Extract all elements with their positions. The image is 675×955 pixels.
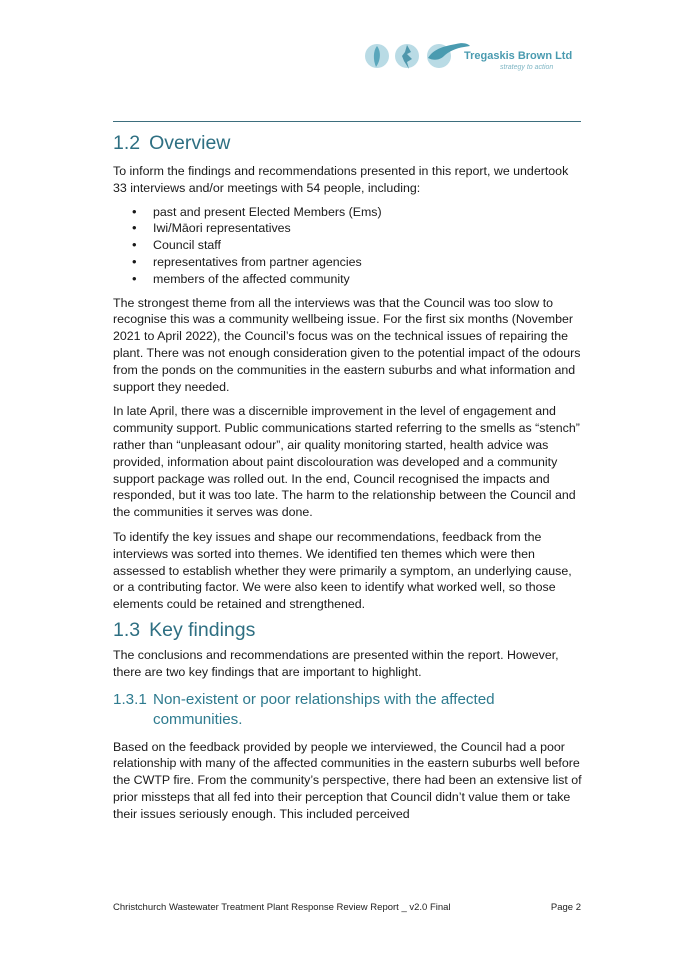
section-number: 1.3 — [113, 618, 141, 641]
list-item: • Council staff — [113, 237, 583, 254]
list-item: • members of the affected community — [113, 271, 583, 288]
list-item: • representatives from partner agencies — [113, 254, 583, 271]
header-divider — [113, 121, 581, 122]
relationships-paragraph: Based on the feedback provided by people we interviewed, the Council had a poor relationship with many of the affected communities in the eastern suburbs well before the CWTP fire. From the community’s perspective, there had been an extensive list of prior missteps that all fed into their perception that Council didn’t value them or take their issues seriously enough. This included perceived — [113, 739, 582, 821]
overview-paragraph: To identify the key issues and shape our recommendations, feedback from the interviews was sorted into themes. We identified ten themes which were then assessed to establish whether they were primarily a symptom, an underlying cause, or a contributing factor. We were also keen to identify what worked well, so those elements could be retained and strengthened. — [113, 529, 572, 612]
key-findings-intro: The conclusions and recommendations are presented within the report. However, there are two key findings that are important to highlight. — [113, 647, 559, 679]
company-logo — [360, 34, 573, 78]
section-title: Key findings — [149, 618, 256, 641]
subsection-number: 1.3.1 — [113, 690, 147, 708]
list-item: • Iwi/Māori representatives — [113, 220, 583, 237]
section-heading-overview — [113, 131, 583, 155]
logo-leaf-icons — [360, 34, 470, 78]
subsection-heading — [113, 690, 583, 730]
overview-intro: To inform the findings and recommendations presented in this report, we undertook 33 interviews and/or meetings with 54 people, including: — [113, 164, 569, 195]
page-footer — [113, 902, 583, 913]
section-number: 1.2 — [113, 132, 141, 154]
section-heading-key-findings — [113, 618, 583, 642]
logo-name: Tregaskis Brown Ltd — [464, 50, 573, 62]
footer-doc-title: Christchurch Wastewater Treatment Plant Response Review Report _ v2.0 Final — [113, 902, 451, 913]
logo-tagline: strategy to action — [500, 64, 554, 71]
subsection-title-line2: communities. — [153, 710, 243, 728]
overview-paragraph: The strongest theme from all the interviews was that the Council was too slow to recognise this was a community wellbeing issue. For the first six months (November 2021 to April 2022), the Council’s focus was on the technical issues of repairing the plant. There was not enough consideration given to the potential impact of the odours from the ponds on the communities in the eastern suburbs and what information and support they needed. — [113, 295, 581, 394]
page-number: Page 2 — [550, 902, 581, 913]
list-item: • past and present Elected Members (Ems) — [113, 204, 583, 221]
main-content — [113, 128, 583, 823]
overview-paragraph: In late April, there was a discernible improvement in the level of engagement and community support. Public communications started referring to the smells as “stench” rather than “unpleasant odour”, air quality monitoring started, health advice was provided, information about paint discolouration was developed and a community support package was rolled out. In the end, Council recognised the impacts and responded, but it was too late. The harm to the relationship between the Council and the communities it serves was done. — [113, 404, 580, 520]
section-title: Overview — [149, 132, 231, 154]
interviewee-list — [113, 204, 583, 288]
subsection-title-line1: Non-existent or poor relationships with the affected — [153, 690, 495, 708]
